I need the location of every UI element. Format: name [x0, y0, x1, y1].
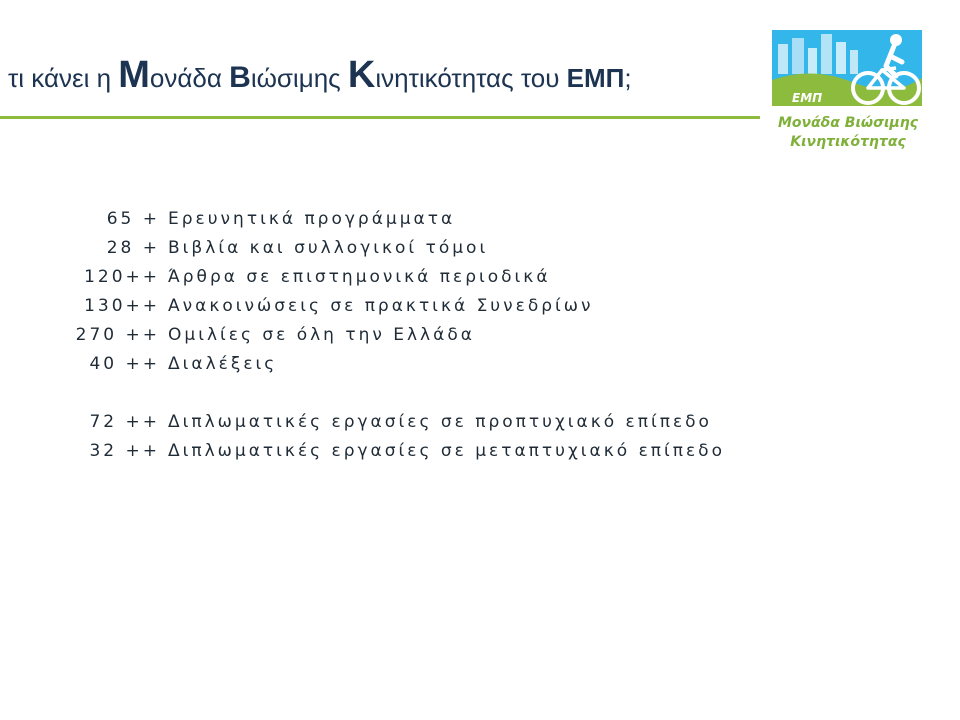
item-label: Διαλέξεις — [168, 353, 278, 374]
title-emp: ΕΜΠ — [566, 63, 625, 93]
item-count: 40 ++ — [89, 353, 160, 374]
title-initial-k: Κ — [347, 54, 376, 96]
item-count: 130++ — [84, 295, 160, 316]
title-part-2: ονάδα — [149, 63, 230, 93]
logo-line-2: Κινητικότητας — [790, 134, 906, 150]
title-part-4: ινητικότητας του — [375, 63, 567, 93]
list-item — [70, 407, 930, 436]
item-label: Ομιλίες σε όλη την Ελλάδα — [168, 324, 475, 345]
item-label: Διπλωματικές εργασίες σε προπτυχιακό επίπεδο — [168, 411, 712, 432]
list-item — [70, 262, 930, 291]
list-item — [70, 204, 930, 233]
item-label: Ανακοινώσεις σε πρακτικά Συνεδρίων — [168, 295, 594, 316]
title-initial-b: Β — [229, 61, 251, 94]
item-count: 65 + — [106, 208, 160, 229]
item-count: 120++ — [84, 266, 160, 287]
item-label: Βιβλία και συλλογικοί τόμοι — [168, 237, 489, 258]
title-question-mark: ; — [624, 63, 632, 93]
item-count: 32 ++ — [89, 440, 160, 461]
unit-logo — [772, 30, 924, 154]
logo-line-1: Μονάδα Βιώσιμης — [777, 115, 919, 131]
item-label: Διπλωματικές εργασίες σε μεταπτυχιακό επίπεδο — [168, 440, 725, 461]
title-part-1: τι κάνει η — [8, 63, 119, 93]
item-count: 270 ++ — [75, 324, 160, 345]
item-label: Άρθρα σε επιστημονικά περιοδικά — [168, 266, 551, 287]
list-item — [70, 436, 930, 465]
list-item — [70, 233, 930, 262]
list-item — [70, 291, 930, 320]
item-count: 28 + — [106, 237, 160, 258]
logo-badge: ΕΜΠ — [792, 91, 823, 105]
item-count: 72 ++ — [89, 411, 160, 432]
title-divider — [0, 116, 760, 119]
slide-title — [8, 56, 632, 94]
list-item — [70, 349, 930, 378]
title-part-3: ιώσιμης — [250, 63, 348, 93]
item-label: Ερευνητικά προγράμματα — [168, 208, 456, 229]
title-initial-m: Μ — [118, 54, 150, 96]
achievements-list — [70, 204, 930, 465]
list-item — [70, 320, 930, 349]
